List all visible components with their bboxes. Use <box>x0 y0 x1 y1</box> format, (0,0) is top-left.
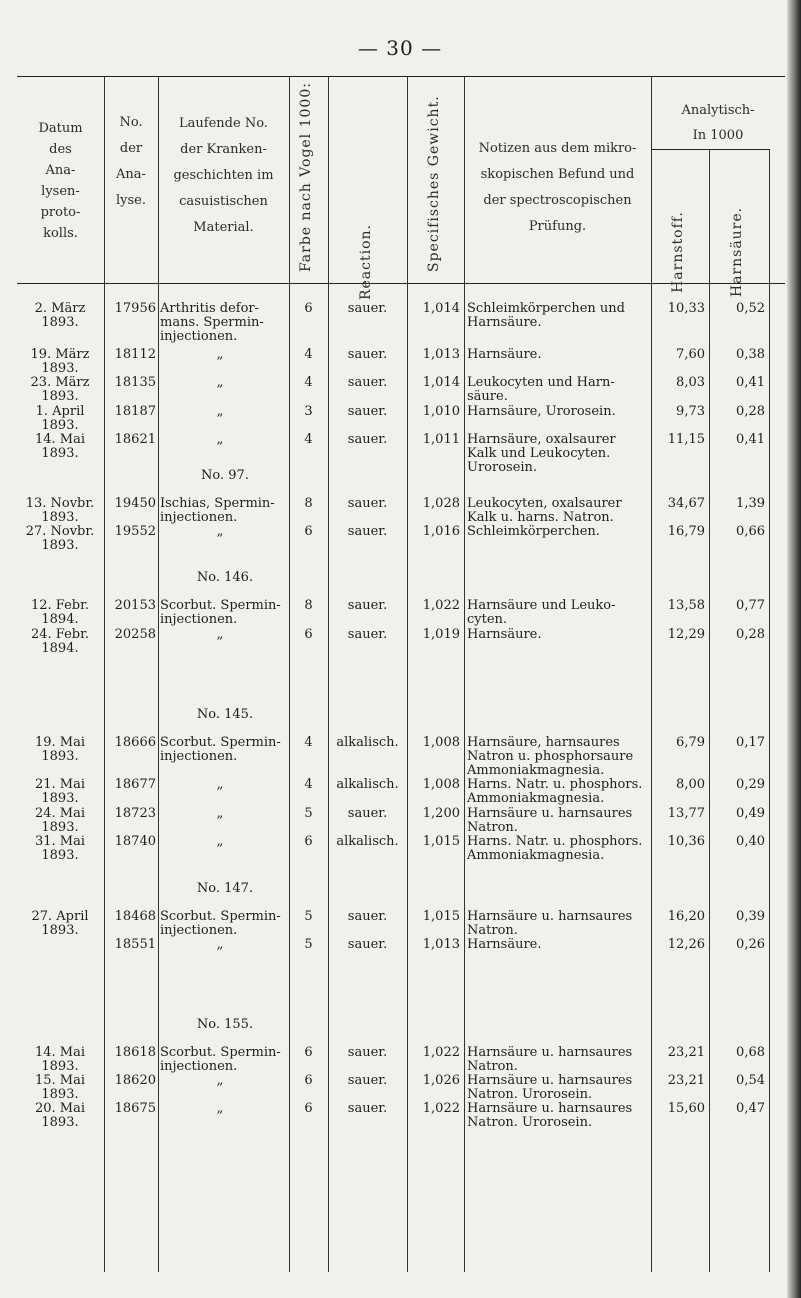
cell-notes: Harnsäure. <box>467 315 542 330</box>
case-group-title: No. 146. <box>196 570 254 585</box>
cell-date: 1893. <box>41 1115 79 1130</box>
cell-case: „ <box>216 404 224 419</box>
cell-farbe: 6 <box>304 1073 313 1088</box>
cell-no: 18677 <box>114 777 156 792</box>
cell-gewicht: 1,026 <box>422 1073 460 1088</box>
cell-harnsaeure: 0,29 <box>736 777 765 792</box>
col-rule-1 <box>104 76 105 1272</box>
cell-notes: Harnsäure, Urorosein. <box>467 404 616 419</box>
header-notizen: Notizen aus dem mikro- skopischen Befund und der spectroscopischen Prüfung. <box>478 141 637 234</box>
cell-farbe: 6 <box>304 301 313 316</box>
cell-date: 19. Mai <box>34 735 86 750</box>
cell-no: 20153 <box>114 598 156 613</box>
cell-notes: Natron. <box>467 1059 518 1074</box>
cell-notes: Leukocyten und Harn- <box>467 375 615 390</box>
cell-gewicht: 1,013 <box>422 347 460 362</box>
header-farbe: Farbe nach Vogel 1000: <box>298 82 314 272</box>
cell-case: „ <box>216 937 224 952</box>
cell-gewicht: 1,022 <box>422 1045 460 1060</box>
cell-notes: Natron. Urorosein. <box>467 1115 593 1130</box>
cell-notes: Leukocyten, oxalsaurer <box>467 496 622 511</box>
header-no: No. der Ana- lyse. <box>116 115 146 208</box>
cell-harnsaeure: 0,39 <box>736 909 765 924</box>
cell-notes: Harns. Natr. u. phosphors. <box>467 834 643 849</box>
header-gewicht: Specifisches Gewicht. <box>426 95 442 272</box>
cell-date: 24. Febr. <box>30 627 90 642</box>
cell-harnsaeure: 0,54 <box>736 1073 765 1088</box>
cell-date: 1. April <box>35 404 85 419</box>
cell-reaction: sauer. <box>347 524 388 539</box>
cell-no: 18666 <box>114 735 156 750</box>
cell-case: mans. Spermin- <box>160 315 264 330</box>
col-rule-3 <box>289 76 290 1272</box>
cell-notes: Harnsäure. <box>467 347 542 362</box>
cell-no: 20258 <box>114 627 156 642</box>
cell-date: 1893. <box>41 1059 79 1074</box>
header-laufende: Laufende No. der Kranken- geschichten im casuistischen Material. <box>173 116 274 235</box>
table-top-rule <box>17 76 785 77</box>
cell-gewicht: 1,019 <box>422 627 460 642</box>
cell-harnsaeure: 0,26 <box>736 937 765 952</box>
cell-gewicht: 1,014 <box>422 301 460 316</box>
cell-no: 18675 <box>114 1101 156 1116</box>
cell-gewicht: 1,010 <box>422 404 460 419</box>
cell-case: Scorbut. Spermin- <box>160 909 281 924</box>
cell-gewicht: 1,022 <box>422 1101 460 1116</box>
cell-date: 14. Mai <box>34 1045 86 1060</box>
cell-farbe: 5 <box>304 806 313 821</box>
cell-reaction: sauer. <box>347 1101 388 1116</box>
cell-harnsaeure: 0,47 <box>736 1101 765 1116</box>
cell-harnsaeure: 0,68 <box>736 1045 765 1060</box>
cell-reaction: alkalisch. <box>336 777 399 792</box>
cell-gewicht: 1,022 <box>422 598 460 613</box>
cell-farbe: 6 <box>304 627 313 642</box>
cell-notes: Ammoniakmagnesia. <box>467 791 605 806</box>
col-rule-2 <box>158 76 159 1272</box>
cell-case: „ <box>216 834 224 849</box>
cell-no: 19552 <box>114 524 156 539</box>
cell-harnsaeure: 0,40 <box>736 834 765 849</box>
cell-harnsaeure: 0,49 <box>736 806 765 821</box>
cell-no: 18723 <box>114 806 156 821</box>
cell-farbe: 6 <box>304 1101 313 1116</box>
header-harnstoff: Harnstoff. <box>670 211 686 293</box>
cell-farbe: 5 <box>304 937 313 952</box>
cell-harnstoff: 11,15 <box>667 432 705 447</box>
cell-notes: Harnsäure und Leuko- <box>467 598 616 613</box>
cell-gewicht: 1,008 <box>422 735 460 750</box>
cell-reaction: sauer. <box>347 937 388 952</box>
cell-notes: Harnsäure u. harnsaures <box>467 1073 633 1088</box>
cell-notes: Natron. <box>467 923 518 938</box>
cell-no: 18468 <box>114 909 156 924</box>
cell-notes: Urorosein. <box>467 460 538 475</box>
cell-farbe: 5 <box>304 909 313 924</box>
cell-date: 2. März <box>34 301 86 316</box>
cell-no: 18551 <box>114 937 156 952</box>
cell-no: 18740 <box>114 834 156 849</box>
cell-farbe: 4 <box>304 432 313 447</box>
cell-harnsaeure: 0,17 <box>736 735 765 750</box>
cell-date: 1893. <box>41 791 79 806</box>
cell-case: „ <box>216 777 224 792</box>
cell-no: 18112 <box>114 347 156 362</box>
cell-farbe: 6 <box>304 524 313 539</box>
cell-case: Arthritis defor- <box>160 301 260 316</box>
cell-harnstoff: 9,73 <box>676 404 705 419</box>
header-datum: Datum des Ana- lysen- proto- kolls. <box>38 121 83 241</box>
cell-notes: Natron. <box>467 820 518 835</box>
cell-reaction: sauer. <box>347 1045 388 1060</box>
cell-case: injectionen. <box>160 510 238 525</box>
cell-harnstoff: 13,77 <box>667 806 705 821</box>
cell-case: „ <box>216 1073 224 1088</box>
cell-date: 19. März <box>30 347 90 362</box>
cell-notes: Harnsäure, oxalsaurer <box>467 432 616 447</box>
cell-case: „ <box>216 432 224 447</box>
cell-notes: Harnsäure u. harnsaures <box>467 909 633 924</box>
cell-notes: Natron. Urorosein. <box>467 1087 593 1102</box>
cell-case: Scorbut. Spermin- <box>160 598 281 613</box>
cell-reaction: alkalisch. <box>336 735 399 750</box>
cell-notes: cyten. <box>467 612 508 627</box>
col-rule-6 <box>464 76 465 1272</box>
cell-gewicht: 1,008 <box>422 777 460 792</box>
cell-notes: Harnsäure. <box>467 627 542 642</box>
cell-harnstoff: 23,21 <box>667 1045 705 1060</box>
cell-reaction: alkalisch. <box>336 834 399 849</box>
binding-edge <box>787 0 801 1298</box>
cell-case: „ <box>216 627 224 642</box>
cell-case: „ <box>216 1101 224 1116</box>
cell-gewicht: 1,015 <box>422 834 460 849</box>
cell-notes: Kalk u. harns. Natron. <box>467 510 614 525</box>
cell-date: 14. Mai <box>34 432 86 447</box>
cell-harnsaeure: 0,28 <box>736 627 765 642</box>
cell-gewicht: 1,014 <box>422 375 460 390</box>
header-analytisch: Analytisch- In 1000 <box>681 103 755 143</box>
case-group-title: No. 97. <box>201 468 249 483</box>
cell-date: 12. Febr. <box>30 598 90 613</box>
cell-no: 18618 <box>114 1045 156 1060</box>
cell-case: injectionen. <box>160 923 238 938</box>
cell-notes: Kalk und Leukocyten. <box>467 446 611 461</box>
cell-notes: Ammoniakmagnesia. <box>467 763 605 778</box>
col-rule-4 <box>328 76 329 1272</box>
cell-date: 23. März <box>30 375 90 390</box>
cell-date: 1893. <box>41 820 79 835</box>
cell-harnstoff: 10,36 <box>667 834 705 849</box>
cell-case: injectionen. <box>160 612 238 627</box>
cell-farbe: 4 <box>304 375 313 390</box>
cell-gewicht: 1,016 <box>422 524 460 539</box>
cell-harnstoff: 10,33 <box>667 301 705 316</box>
cell-date: 1893. <box>41 1087 79 1102</box>
page-number: — 30 — <box>357 36 443 60</box>
cell-notes: säure. <box>467 389 508 404</box>
cell-harnstoff: 13,58 <box>667 598 705 613</box>
cell-notes: Schleimkörperchen. <box>467 524 600 539</box>
cell-reaction: sauer. <box>347 496 388 511</box>
cell-farbe: 3 <box>304 404 313 419</box>
cell-harnstoff: 6,79 <box>676 735 705 750</box>
cell-case: Scorbut. Spermin- <box>160 1045 281 1060</box>
cell-reaction: sauer. <box>347 806 388 821</box>
cell-date: 1893. <box>41 418 79 433</box>
analytisch-subrule <box>651 149 769 150</box>
cell-notes: Harnsäure. <box>467 937 542 952</box>
cell-case: Scorbut. Spermin- <box>160 735 281 750</box>
cell-reaction: sauer. <box>347 909 388 924</box>
cell-date: 27. Novbr. <box>25 524 95 539</box>
cell-harnstoff: 34,67 <box>667 496 705 511</box>
cell-harnstoff: 7,60 <box>676 347 705 362</box>
cell-case: injectionen. <box>160 1059 238 1074</box>
cell-harnstoff: 12,26 <box>667 937 705 952</box>
cell-date: 1893. <box>41 361 79 376</box>
cell-notes: Harnsäure u. harnsaures <box>467 1045 633 1060</box>
cell-harnsaeure: 0,52 <box>736 301 765 316</box>
cell-farbe: 4 <box>304 735 313 750</box>
case-group-title: No. 147. <box>196 881 254 896</box>
cell-harnsaeure: 0,38 <box>736 347 765 362</box>
cell-date: 31. Mai <box>34 834 86 849</box>
cell-farbe: 8 <box>304 598 313 613</box>
cell-notes: Harnsäure, harnsaures <box>467 735 620 750</box>
col-rule-9 <box>769 149 770 1272</box>
cell-date: 24. Mai <box>34 806 86 821</box>
cell-gewicht: 1,013 <box>422 937 460 952</box>
cell-no: 18187 <box>114 404 156 419</box>
cell-reaction: sauer. <box>347 404 388 419</box>
cell-harnstoff: 12,29 <box>667 627 705 642</box>
cell-case: „ <box>216 347 224 362</box>
cell-reaction: sauer. <box>347 347 388 362</box>
cell-harnstoff: 23,21 <box>667 1073 705 1088</box>
cell-farbe: 4 <box>304 347 313 362</box>
cell-no: 18620 <box>114 1073 156 1088</box>
cell-case: injectionen. <box>160 329 238 344</box>
cell-notes: Harnsäure u. harnsaures <box>467 1101 633 1116</box>
cell-farbe: 6 <box>304 1045 313 1060</box>
cell-farbe: 6 <box>304 834 313 849</box>
cell-harnsaeure: 0,66 <box>736 524 765 539</box>
cell-date: 1893. <box>41 510 79 525</box>
col-rule-5 <box>407 76 408 1272</box>
case-group-title: No. 155. <box>196 1017 254 1032</box>
cell-date: 1893. <box>41 315 79 330</box>
cell-reaction: sauer. <box>347 375 388 390</box>
cell-harnstoff: 16,20 <box>667 909 705 924</box>
cell-harnsaeure: 0,28 <box>736 404 765 419</box>
cell-date: 1894. <box>41 641 79 656</box>
cell-no: 18135 <box>114 375 156 390</box>
cell-harnsaeure: 0,41 <box>736 432 765 447</box>
case-group-title: No. 145. <box>196 707 254 722</box>
cell-case: „ <box>216 806 224 821</box>
cell-notes: Schleimkörperchen und <box>467 301 625 316</box>
cell-harnstoff: 8,00 <box>676 777 705 792</box>
cell-case: Ischias, Spermin- <box>160 496 275 511</box>
cell-reaction: sauer. <box>347 432 388 447</box>
cell-case: „ <box>216 524 224 539</box>
cell-date: 1893. <box>41 749 79 764</box>
cell-gewicht: 1,015 <box>422 909 460 924</box>
cell-gewicht: 1,028 <box>422 496 460 511</box>
cell-notes: Harns. Natr. u. phosphors. <box>467 777 643 792</box>
header-harnsaeure: Harnsäure. <box>729 206 745 298</box>
cell-harnstoff: 8,03 <box>676 375 705 390</box>
cell-harnsaeure: 0,41 <box>736 375 765 390</box>
cell-harnstoff: 15,60 <box>667 1101 705 1116</box>
cell-no: 17956 <box>114 301 156 316</box>
cell-date: 15. Mai <box>34 1073 86 1088</box>
cell-harnstoff: 16,79 <box>667 524 705 539</box>
cell-notes: Harnsäure u. harnsaures <box>467 806 633 821</box>
cell-farbe: 4 <box>304 777 313 792</box>
cell-date: 1893. <box>41 446 79 461</box>
cell-reaction: sauer. <box>347 627 388 642</box>
cell-no: 18621 <box>114 432 156 447</box>
cell-date: 13. Novbr. <box>25 496 95 511</box>
cell-case: „ <box>216 375 224 390</box>
cell-gewicht: 1,011 <box>422 432 460 447</box>
cell-case: injectionen. <box>160 749 238 764</box>
cell-gewicht: 1,200 <box>422 806 460 821</box>
cell-harnsaeure: 1,39 <box>736 496 765 511</box>
cell-date: 27. April <box>31 909 89 924</box>
cell-notes: Ammoniakmagnesia. <box>467 848 605 863</box>
cell-harnsaeure: 0,77 <box>736 598 765 613</box>
cell-date: 1893. <box>41 538 79 553</box>
cell-notes: Natron u. phosphorsaure <box>467 749 634 764</box>
cell-date: 21. Mai <box>34 777 86 792</box>
col-rule-7 <box>651 76 652 1272</box>
cell-date: 1893. <box>41 848 79 863</box>
cell-date: 1893. <box>41 389 79 404</box>
cell-reaction: sauer. <box>347 598 388 613</box>
cell-no: 19450 <box>114 496 156 511</box>
cell-farbe: 8 <box>304 496 313 511</box>
cell-reaction: sauer. <box>347 301 388 316</box>
cell-date: 1893. <box>41 923 79 938</box>
cell-date: 1894. <box>41 612 79 627</box>
header-reaction: Reaction. <box>358 224 374 301</box>
cell-date: 20. Mai <box>34 1101 86 1116</box>
cell-reaction: sauer. <box>347 1073 388 1088</box>
